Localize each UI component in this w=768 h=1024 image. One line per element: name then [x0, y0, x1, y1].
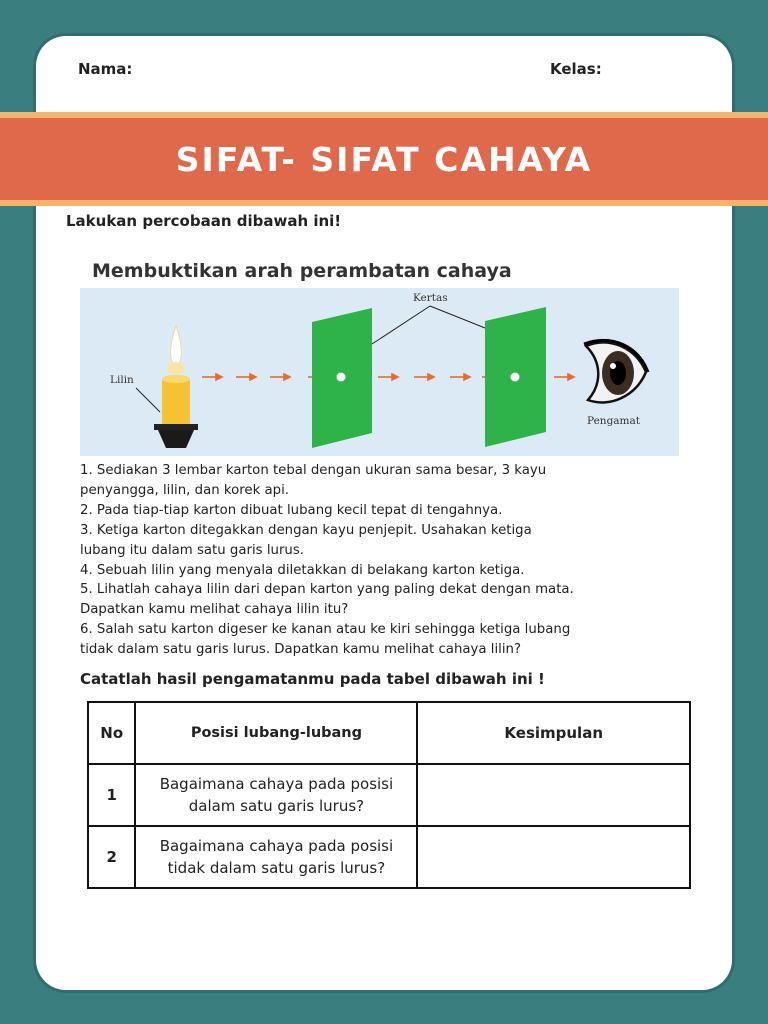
- step-line: 3. Ketiga karton ditegakkan dengan kayu penjepit. Usahakan ketiga: [80, 522, 532, 538]
- step-line: tidak dalam satu garis lurus. Dapatkan kamu melihat cahaya lilin?: [80, 642, 522, 658]
- row-number: 2: [88, 826, 135, 888]
- question-line: Bagaimana cahaya pada posisi: [159, 775, 394, 793]
- table-row: [88, 826, 690, 888]
- card-1-hole: [337, 373, 346, 382]
- question-line: Bagaimana cahaya pada posisi: [159, 837, 394, 855]
- title-banner: [0, 112, 768, 206]
- light-experiment-diagram: [80, 288, 679, 456]
- observation-note: Catatlah hasil pengamatanmu pada tabel dibawah ini !: [80, 670, 545, 688]
- answer-cell[interactable]: [417, 764, 690, 826]
- step-line: 4. Sebuah lilin yang menyala diletakkan di belakang karton ketiga.: [80, 562, 525, 578]
- label-pengamat: Pengamat: [587, 415, 640, 427]
- step-line: penyangga, lilin, dan korek api.: [80, 482, 290, 498]
- step-line: Dapatkan kamu melihat cahaya lilin itu?: [80, 602, 349, 618]
- instruction-text: Lakukan percobaan dibawah ini!: [66, 212, 342, 230]
- step-line: lubang itu dalam satu garis lurus.: [80, 542, 304, 558]
- header-kesimpulan: Kesimpulan: [417, 702, 690, 764]
- name-label: Nama:: [78, 60, 133, 78]
- experiment-subtitle: Membuktikan arah perambatan cahaya: [92, 260, 512, 282]
- step-line: 2. Pada tiap-tiap karton dibuat lubang kecil tepat di tengahnya.: [80, 502, 503, 518]
- step-line: 1. Sediakan 3 lembar karton tebal dengan ukuran sama besar, 3 kayu: [80, 463, 547, 478]
- answer-cell[interactable]: [417, 826, 690, 888]
- row-number: 1: [88, 764, 135, 826]
- title-banner-inner: [0, 118, 768, 200]
- row-question: [135, 764, 417, 826]
- table-row: [88, 764, 690, 826]
- page-title: SIFAT- SIFAT CAHAYA: [175, 139, 593, 179]
- header-no: No: [88, 702, 135, 764]
- label-lilin: Lilin: [110, 374, 134, 386]
- label-kertas: Kertas: [413, 292, 448, 304]
- procedure-steps: [80, 461, 710, 660]
- table-header-row: [88, 702, 690, 764]
- observation-table: [87, 701, 691, 889]
- question-line: dalam satu garis lurus?: [188, 797, 365, 815]
- card-2-hole: [511, 373, 520, 382]
- step-line: 5. Lihatlah cahaya lilin dari depan karton yang paling dekat dengan mata.: [80, 582, 574, 598]
- question-line: tidak dalam satu garis lurus?: [167, 859, 386, 877]
- class-label: Kelas:: [550, 60, 602, 78]
- step-line: 6. Salah satu karton digeser ke kanan atau ke kiri sehingga ketiga lubang: [80, 622, 571, 638]
- header-posisi: Posisi lubang-lubang: [135, 702, 417, 764]
- row-question: [135, 826, 417, 888]
